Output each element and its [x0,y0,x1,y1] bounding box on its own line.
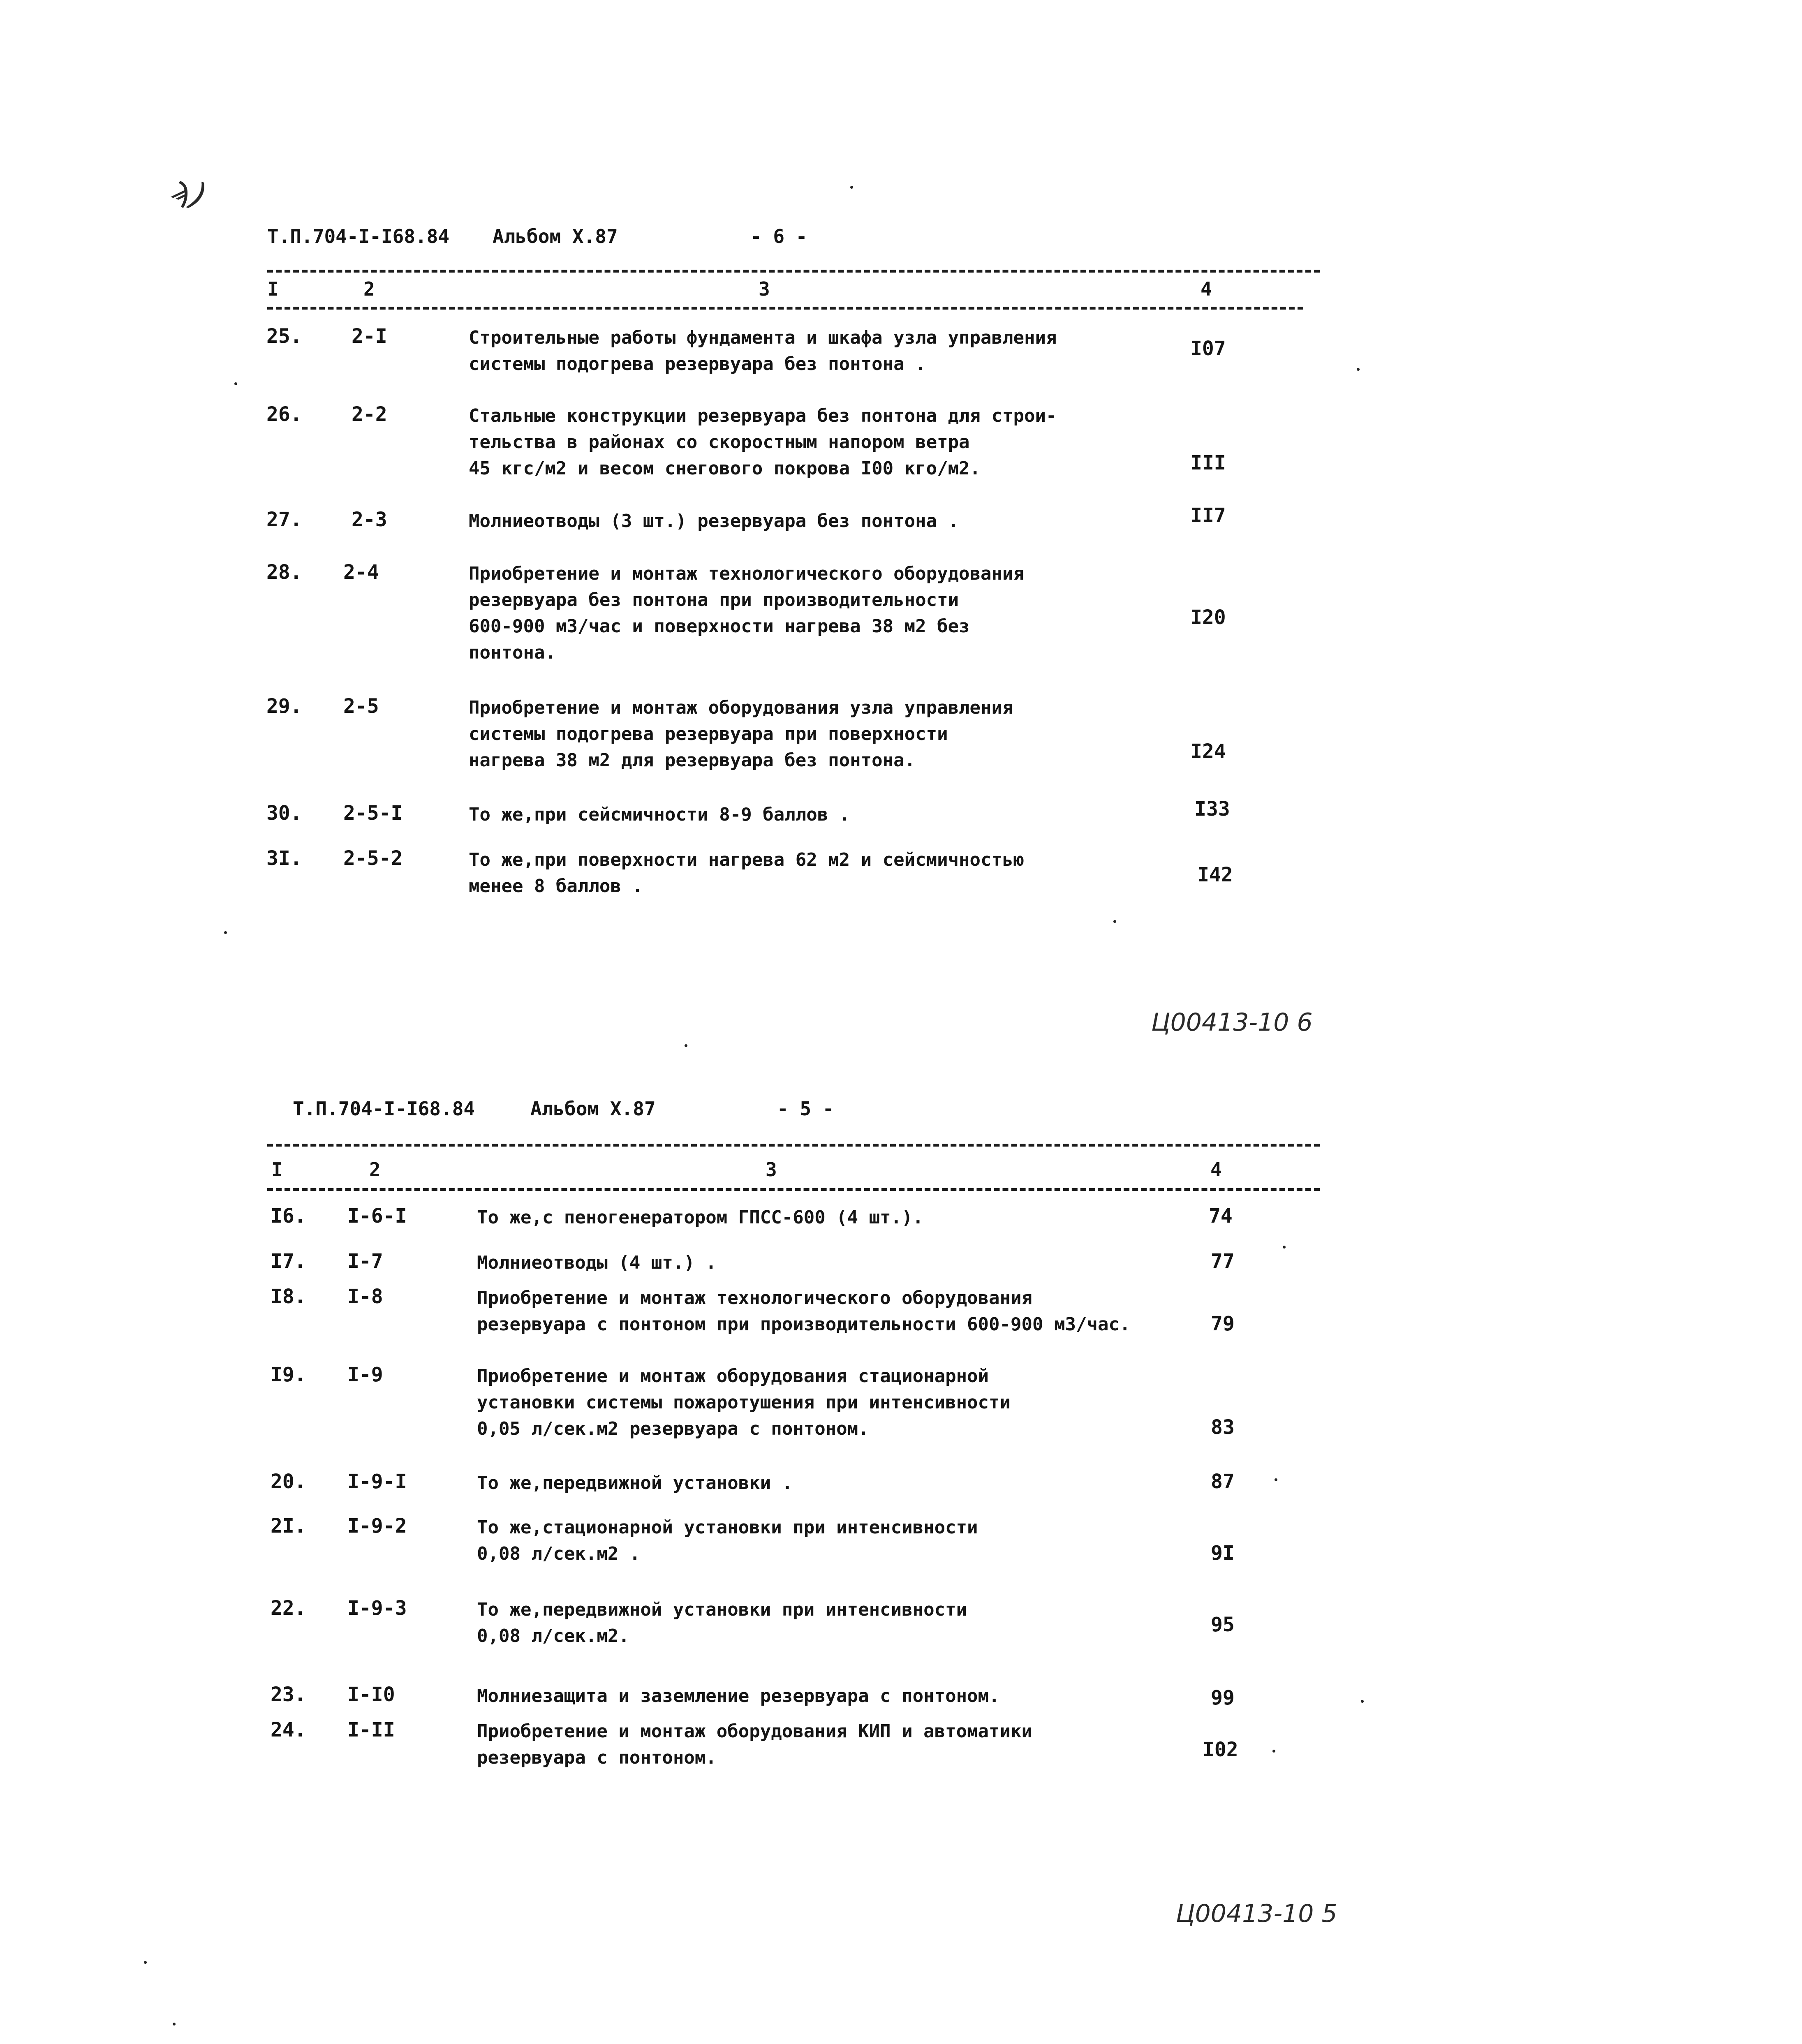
page-ref: 95 [1211,1613,1235,1636]
page-ref: I33 [1194,798,1230,821]
row-number: 25. [266,325,302,348]
scan-speck [1272,1750,1275,1753]
handwritten-inventory-code: Ц00413-10 5 [1176,1899,1337,1928]
row-description: Молниезащита и заземление резервуара с понтоном. [477,1686,1000,1706]
row-number: 26. [266,403,302,426]
sheet-code: I-9 [347,1363,383,1386]
row-description: Приобретение и монтаж оборудования КИП и автоматики резервуара с понтоном. [477,1721,1033,1768]
row-description: Приобретение и монтаж технологического оборудования резервуара с понтоном при производительности 600-900 м3/час. [477,1288,1131,1335]
scan-speck [234,382,237,385]
row-description: Строительные работы фундамента и шкафа узла управления системы подогрева резервуара без понтона . [469,327,1057,375]
row-number: 30. [266,802,302,825]
row-number: 29. [266,695,302,718]
doc-code: Т.П.704-I-I68.84 [267,225,450,247]
row-description: То же,при сейсмичности 8-9 баллов . [469,804,850,825]
row-number: 2I. [271,1515,306,1538]
row-description: Молниеотводы (4 шт.) . [477,1252,717,1273]
scan-speck [1275,1478,1277,1481]
sheet-code: I-9-I [347,1470,407,1493]
page-number: - 6 - [750,225,807,247]
page-number: - 5 - [777,1098,834,1120]
header-rule-top [267,1144,1320,1147]
row-description: То же,с пеногенератором ГПСС-600 (4 шт.). [477,1207,924,1228]
col-header-4: 4 [1210,1158,1222,1181]
sheet-code: I-9-2 [347,1515,407,1538]
page-ref: 77 [1211,1250,1235,1273]
row-number: 3I. [266,847,302,870]
header-rule-bottom [267,1188,1320,1191]
page-ref: 74 [1209,1205,1233,1228]
page-ref: III [1190,451,1226,474]
row-description: Стальные конструкции резервуара без понтона для строи- тельства в районах со скоростным напором ветра 45 кгс/м2 и весом снегового покрова I00 кго/м2. [469,405,1057,479]
row-number: I9. [271,1363,306,1386]
row-number: I7. [271,1250,306,1273]
scan-speck [850,186,853,189]
page-ref: 87 [1211,1470,1235,1493]
album-label: Альбом X.87 [493,225,618,247]
page-ref: 79 [1211,1312,1235,1335]
page-ref: I20 [1190,606,1226,629]
page-ref: I42 [1197,863,1233,886]
scan-speck [173,2023,176,2026]
page-ref: 9I [1211,1542,1235,1565]
sheet-code: 2-5 [343,695,379,718]
row-number: 20. [271,1470,306,1493]
row-description: То же,передвижной установки . [477,1473,793,1494]
row-description: Молниеотводы (3 шт.) резервуара без понтона . [469,511,959,532]
scan-speck [1361,1700,1364,1703]
col-header-1: I [271,1158,283,1181]
page-ref: II7 [1190,504,1226,527]
row-number: I8. [271,1285,306,1308]
page-ref: 99 [1211,1686,1235,1709]
sheet-code: I-8 [347,1285,383,1308]
col-header-2: 2 [369,1158,381,1181]
doc-code: Т.П.704-I-I68.84 [293,1098,475,1120]
row-description: То же,передвижной установки при интенсивности 0,08 л/сек.м2. [477,1599,967,1646]
sheet-code: I-7 [347,1250,383,1273]
sheet-code: I-I0 [347,1683,395,1706]
page-ref: I02 [1203,1738,1238,1761]
margin-mark: ϡ) [167,168,212,216]
row-description: То же,при поверхности нагрева 62 м2 и сейсмичностью менее 8 баллов . [469,849,1025,897]
album-label: Альбом X.87 [530,1098,656,1120]
scan-speck [685,1044,687,1047]
handwritten-inventory-code: Ц00413-10 6 [1151,1008,1313,1037]
scan-speck [144,1961,147,1964]
col-header-3: 3 [766,1158,777,1181]
sheet-code: 2-4 [343,561,379,584]
col-header-4: 4 [1201,278,1212,300]
col-header-2: 2 [363,278,375,300]
sheet-code: I-9-3 [347,1597,407,1620]
page-ref: 83 [1211,1416,1235,1439]
scan-speck [1283,1246,1286,1249]
sheet-code: 2-5-2 [343,847,403,870]
row-number: 27. [266,508,302,531]
scan-speck [224,931,227,934]
sheet-code: 2-2 [352,403,387,426]
sheet-code: 2-3 [352,508,387,531]
row-description: Приобретение и монтаж оборудования стационарной установки системы пожаротушения при интенсивности 0,05 л/сек.м2 резервуара с понтоном. [477,1366,1011,1439]
sheet-code: I-6-I [347,1205,407,1228]
col-header-1: I [267,278,279,300]
page-ref: I07 [1190,337,1226,360]
scan-speck [1357,368,1360,371]
row-description: Приобретение и монтаж оборудования узла управления системы подогрева резервуара при поверхности нагрева 38 м2 для резервуара без понтона. [469,697,1013,771]
row-number: 23. [271,1683,306,1706]
row-number: 22. [271,1597,306,1620]
sheet-code: 2-I [352,325,387,348]
sheet-code: 2-5-I [343,802,403,825]
sheet-code: I-II [347,1718,395,1741]
row-description: То же,стационарной установки при интенсивности 0,08 л/сек.м2 . [477,1517,978,1564]
row-number: 28. [266,561,302,584]
row-description: Приобретение и монтаж технологического оборудования резервуара без понтона при производительности 600-900 м3/час и поверхности нагрева 38 м2 без понтона. [469,563,1025,663]
page-ref: I24 [1190,740,1226,763]
row-number: 24. [271,1718,306,1741]
scan-speck [1113,920,1116,923]
col-header-3: 3 [759,278,770,300]
row-number: I6. [271,1205,306,1228]
